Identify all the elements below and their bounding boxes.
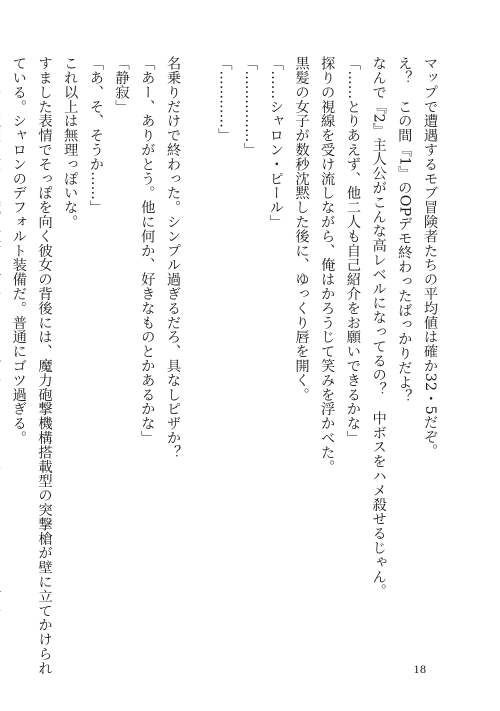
text-line: 「あ、そ、そうか……」 [87,56,104,215]
text-line: 「……とりあえず、他二人も自己紹介をお願いできるかな」 [344,56,361,445]
page-number: 18 [413,662,427,676]
blank-line [185,56,211,621]
text-line: 「……………」 [242,56,259,157]
text-line [0,56,5,621]
text-line: 探りの視線を受け流しながら、俺はかろうじて笑みを浮かべた。 [319,56,336,474]
text-line: 「静寂」 [113,56,130,114]
text-line: 「あー、ありがとう。他に何か、好きなものとかあるかな」 [139,56,156,445]
text-line: 名乗りだけで終わった。シンプル過ぎるだろ、具なしピザか？ [164,56,181,460]
text-line: 「……シャロン・ピール」 [267,56,284,229]
text-line: 「…………」 [216,56,233,143]
text-line: これ以上は無理っぽいな。 [62,56,79,229]
text-line: え？ この間『1』のOPデモ終わったばっかりだよ？ [396,56,413,404]
text-line: ている。シャロンのデフォルト装備だ。普通にゴツ過ぎる。 [10,56,27,445]
text-line: 黒髪の女子が数秒沈黙した後に、ゆっくり唇を開く。 [293,56,310,402]
text-line: マップで遭遇するモブ冒険者たちの平均値は確か32・5だぞ。 [422,56,438,458]
text-line: なんで『2』主人公がこんな高レベルになってるの？ 中ボスをハメ殺せるじゃん。 [370,56,387,598]
text-line: すました表情でそっぽを向く彼女の背後には、魔力砲撃機構搭載型の突撃槍が壁に立てかけられ [36,56,53,676]
